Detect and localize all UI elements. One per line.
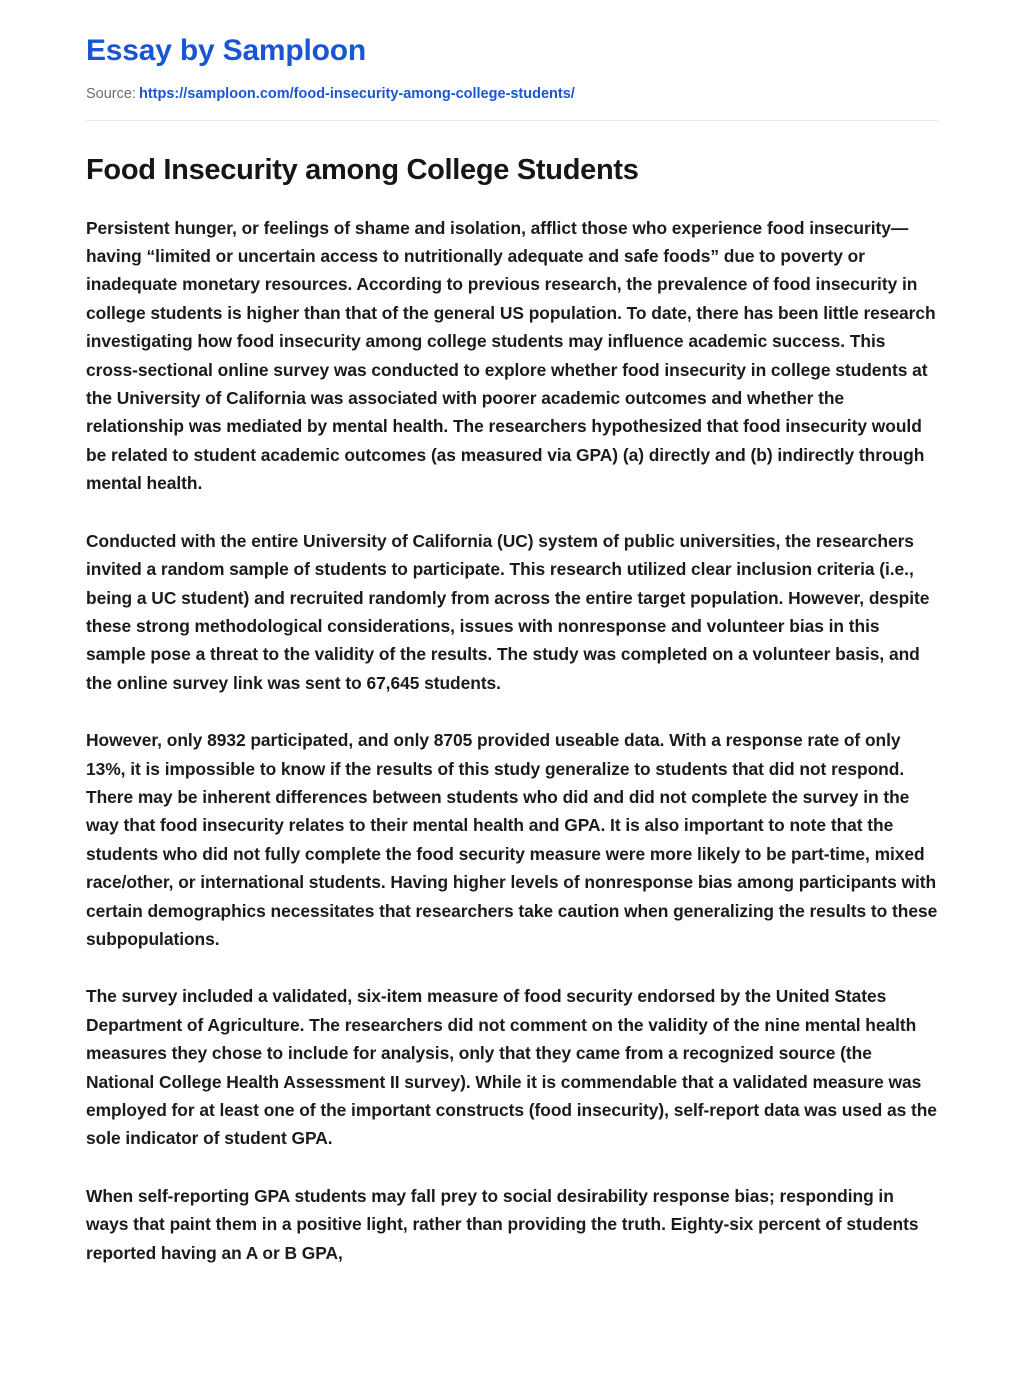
article-paragraph: However, only 8932 participated, and only 8705 provided useable data. With a response rate of only 13%, it is impossible to know if the results of this study generalize to students that did not respond. There may be inherent differences between students who did and did not complete the survey in the way that food insecurity relates to their mental health and GPA. It is also important to note that the students who did not fully complete the food security measure were more likely to be part-time, mixed race/other, or international students. Having higher levels of nonresponse bias among participants with certain demographics necessitates that researchers take caution when generalizing the results to these subpopulations.: [86, 730, 938, 949]
source-label: Source:: [86, 86, 136, 102]
source-line: [86, 85, 938, 104]
article-body: [86, 214, 938, 1267]
brand-title: Essay by Samploon: [86, 34, 367, 67]
article: [0, 153, 1024, 1267]
page-title: Food Insecurity among College Students: [86, 153, 639, 186]
header-divider: [86, 120, 938, 121]
article-paragraph: Conducted with the entire University of California (UC) system of public universities, the researchers invited a random sample of students to participate. This research utilized clear inclusion criteria (i.e., being a UC student) and recruited randomly from across the entire target population. However, despite these strong methodological considerations, issues with nonresponse and volunteer bias in this sample pose a threat to the validity of the results. The study was completed on a volunteer basis, and the online survey link was sent to 67,645 students.: [86, 530, 930, 693]
article-paragraph: When self-reporting GPA students may fall prey to social desirability response bias; responding in ways that paint them in a positive light, rather than providing the truth. Eighty-six percent of students reported having an A or B GPA,: [86, 1185, 919, 1263]
article-paragraph: Persistent hunger, or feelings of shame and isolation, afflict those who experience food insecurity—having “limited or uncertain access to nutritionally adequate and safe foods” due to poverty or inadequate monetary resources. According to previous research, the prevalence of food insecurity in college students is higher than that of the general US population. To date, there has been little research investigating how food insecurity among college students may influence academic success. This cross-sectional online survey was conducted to explore whether food insecurity in college students at the University of California was associated with poorer academic outcomes and whether the relationship was mediated by mental health. The researchers hypothesized that food insecurity would be related to student academic outcomes (as measured via GPA) (a) directly and (b) indirectly through mental health.: [86, 217, 936, 494]
source-url-link[interactable]: https://samploon.com/food-insecurity-among-college-students/: [138, 86, 575, 102]
article-paragraph: The survey included a validated, six-item measure of food security endorsed by the United States Department of Agriculture. The researchers did not comment on the validity of the nine mental health measures they chose to include for analysis, only that they came from a recognized source (the National College Health Assessment II survey). While it is commendable that a validated measure was employed for at least one of the important constructs (food insecurity), self-report data was used as the sole indicator of student GPA.: [86, 986, 937, 1149]
site-header: [0, 0, 1024, 104]
